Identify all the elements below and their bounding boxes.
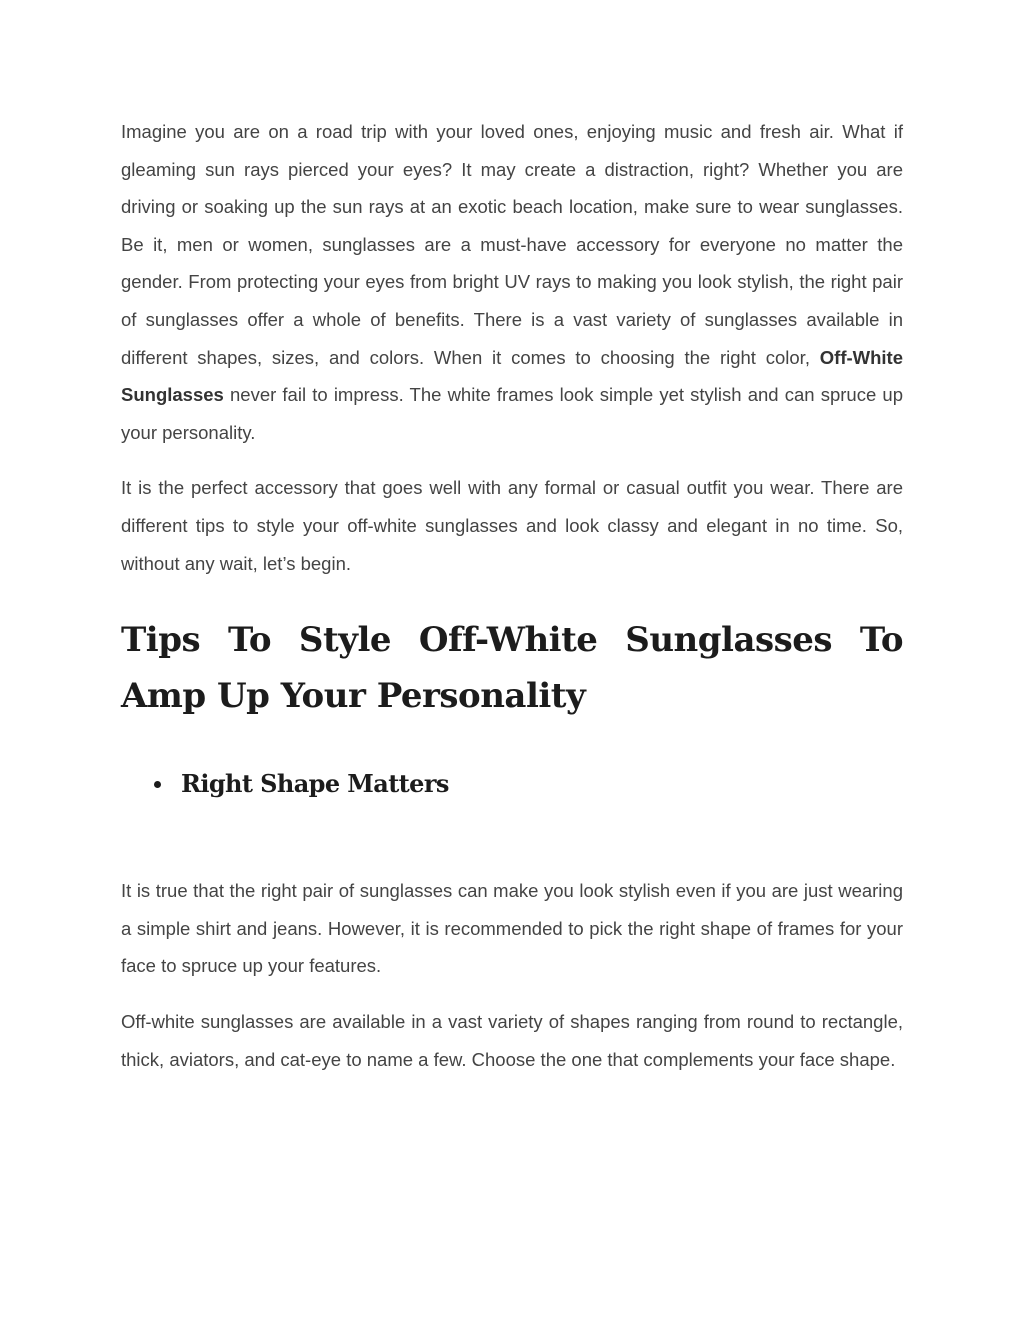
subheading-list-item	[121, 754, 903, 814]
document-page	[121, 113, 903, 1096]
intro-paragraph-1-text-end: never fail to impress. The white frames look simple yet stylish and can spruce up your personality.	[121, 384, 903, 443]
intro-paragraph-1-text-start: Imagine you are on a road trip with your loved ones, enjoying music and fresh air. What if gleaming sun rays pierced your eyes? It may create a distraction, right? Whether you are driving or soaking up the sun rays at an exotic beach location, make sure to wear sunglasses. Be it, men or women, sunglasses are a must-have accessory for everyone no matter the gender. From protecting your eyes from bright UV rays to making you look stylish, the right pair of sunglasses offer a whole of benefits. There is a vast variety of sunglasses available in different shapes, sizes, and colors. When it comes to choosing the right color,	[121, 121, 903, 368]
body-paragraph-3: It is true that the right pair of sunglasses can make you look stylish even if you are just wearing a simple shirt and jeans. However, it is recommended to pick the right shape of frames for your face to spruce up your features.	[121, 880, 903, 977]
subheading-list	[121, 754, 903, 814]
intro-paragraph-2: It is the perfect accessory that goes well with any formal or casual outfit you wear. There are different tips to style your off-white sunglasses and look classy and elegant in no time. So, without any wait, let’s begin.	[121, 477, 903, 574]
section-heading: Tips To Style Off-White Sunglasses To Amp Up Your Personality	[121, 620, 903, 717]
subheading-right-shape-matters: Right Shape Matters	[181, 769, 449, 799]
bullet-icon	[154, 781, 161, 788]
intro-paragraph-1	[121, 113, 903, 451]
spacer	[121, 814, 903, 872]
body-paragraph-4: Off-white sunglasses are available in a vast variety of shapes ranging from round to rectangle, thick, aviators, and cat-eye to name a few. Choose the one that complements your face shape.	[121, 1010, 903, 1070]
off-white-sunglasses-bold: Off-White Sunglasses	[121, 346, 903, 406]
